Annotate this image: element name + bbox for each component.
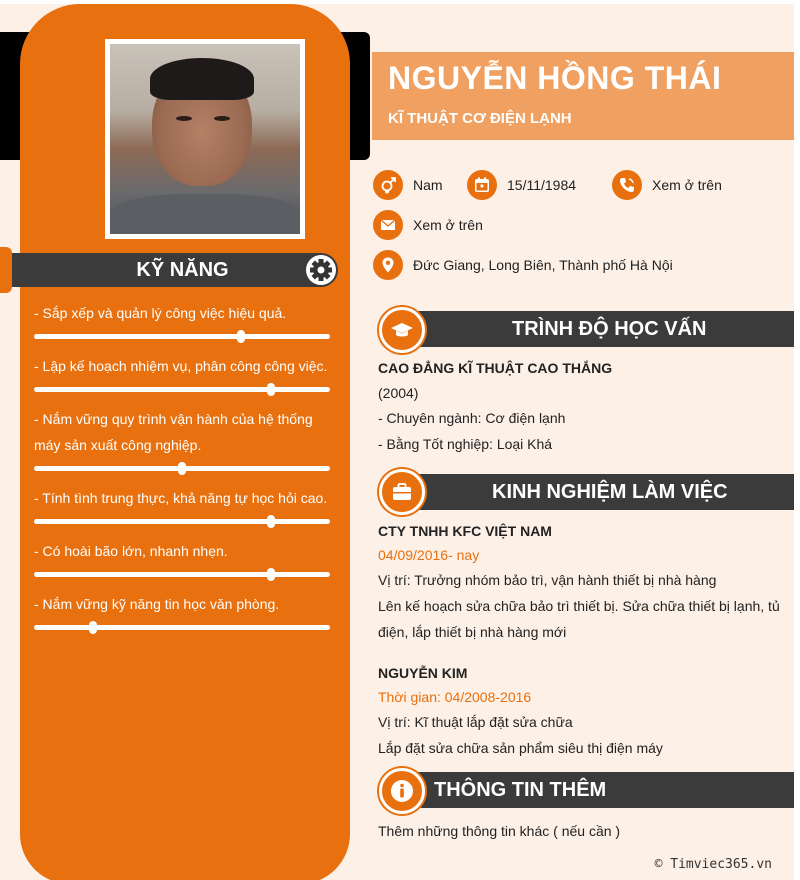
gear-icon xyxy=(306,255,336,285)
footer-credit: © Timviec365.vn xyxy=(654,857,772,872)
education-header xyxy=(405,311,794,347)
skill-level-knob xyxy=(89,621,97,634)
skill-level-bar xyxy=(34,466,330,471)
job-description: Lên kế hoạch sửa chữa bảo trì thiết bị. Sửa chữa thiết bị lạnh, tủ xyxy=(378,598,780,614)
address-info xyxy=(373,250,673,280)
job-company: NGUYỄN KIM xyxy=(378,665,468,681)
graduation-cap-icon xyxy=(379,307,425,353)
skill-label: - Tính tình trung thực, khả năng tự học hỏi cao. xyxy=(34,490,328,506)
calendar-icon xyxy=(467,170,497,200)
skill-item xyxy=(34,538,342,577)
gender-icon xyxy=(373,170,403,200)
gender-text: Nam xyxy=(413,177,443,193)
more-info-title: THÔNG TIN THÊM xyxy=(434,779,607,801)
skill-label: - Nắm vững quy trình vận hành của hệ thống máy sản xuất công nghiệp. xyxy=(34,411,313,453)
skill-level-knob xyxy=(267,383,275,396)
profile-photo xyxy=(110,44,300,234)
skill-label: - Có hoài bão lớn, nhanh nhẹn. xyxy=(34,543,228,559)
skill-label: - Sắp xếp và quản lý công việc hiệu quả. xyxy=(34,305,287,321)
job-time: 04/09/2016- nay xyxy=(378,547,480,563)
skill-item xyxy=(34,300,342,339)
candidate-name: NGUYỄN HỒNG THÁI xyxy=(388,60,722,96)
skill-level-bar xyxy=(34,519,330,524)
briefcase-icon xyxy=(379,469,425,515)
email-icon xyxy=(373,210,403,240)
address-text: Đức Giang, Long Biên, Thành phố Hà Nội xyxy=(413,257,673,273)
education-degree: - Bằng Tốt nghiệp: Loại Khá xyxy=(378,436,553,452)
experience-title: KINH NGHIỆM LÀM VIỆC xyxy=(492,481,728,503)
skill-item xyxy=(34,485,342,524)
skill-item xyxy=(34,353,342,392)
skill-level-knob xyxy=(237,330,245,343)
email-info xyxy=(373,210,483,240)
birthday-info xyxy=(467,170,576,200)
skill-level-bar xyxy=(34,572,330,577)
skills-title: KỸ NĂNG xyxy=(136,259,229,281)
education-school: CAO ĐẲNG KĨ THUẬT CAO THẮNG xyxy=(378,360,613,376)
skill-label: - Nắm vững kỹ năng tin học văn phòng. xyxy=(34,596,280,612)
education-title: TRÌNH ĐỘ HỌC VẤN xyxy=(512,318,707,340)
skill-level-bar xyxy=(34,387,330,392)
skills-header-accent xyxy=(0,247,12,293)
phone-text: Xem ở trên xyxy=(652,177,722,193)
skill-level-knob xyxy=(178,462,186,475)
education-major: - Chuyên ngành: Cơ điện lạnh xyxy=(378,410,566,426)
job-description: điện, lắp thiết bị nhà hàng mới xyxy=(378,624,567,640)
skill-item xyxy=(34,591,342,630)
phone-info xyxy=(612,170,722,200)
gender-info xyxy=(373,170,443,200)
skill-level-knob xyxy=(267,568,275,581)
job-position: Vị trí: Trưởng nhóm bảo trì, vận hành thiết bị nhà hàng xyxy=(378,572,717,588)
job-company: CTY TNHH KFC VIỆT NAM xyxy=(378,523,552,539)
experience-header xyxy=(405,474,794,510)
phone-icon xyxy=(612,170,642,200)
skill-label: - Lập kế hoạch nhiệm vụ, phân công công việc. xyxy=(34,358,328,374)
education-year: (2004) xyxy=(378,385,419,401)
skill-item xyxy=(34,406,342,471)
skills-header xyxy=(0,253,338,287)
job-title: KĨ THUẬT CƠ ĐIỆN LẠNH xyxy=(388,110,572,127)
job-position: Vị trí: Kĩ thuật lắp đặt sửa chữa xyxy=(378,714,573,730)
skill-level-knob xyxy=(267,515,275,528)
more-info-text: Thêm những thông tin khác ( nếu cần ) xyxy=(378,823,621,839)
skill-level-bar xyxy=(34,334,330,339)
job-time: Thời gian: 04/2008-2016 xyxy=(378,689,532,705)
skills-list xyxy=(34,300,342,644)
more-info-header xyxy=(405,772,794,808)
avatar xyxy=(105,39,305,239)
location-pin-icon xyxy=(373,250,403,280)
birthday-text: 15/11/1984 xyxy=(507,177,577,193)
skill-level-bar xyxy=(34,625,330,630)
job-description: Lắp đặt sửa chữa sản phẩm siêu thị điện máy xyxy=(378,740,663,756)
email-text: Xem ở trên xyxy=(413,217,483,233)
header-name-box xyxy=(372,52,794,140)
info-icon xyxy=(379,768,425,814)
